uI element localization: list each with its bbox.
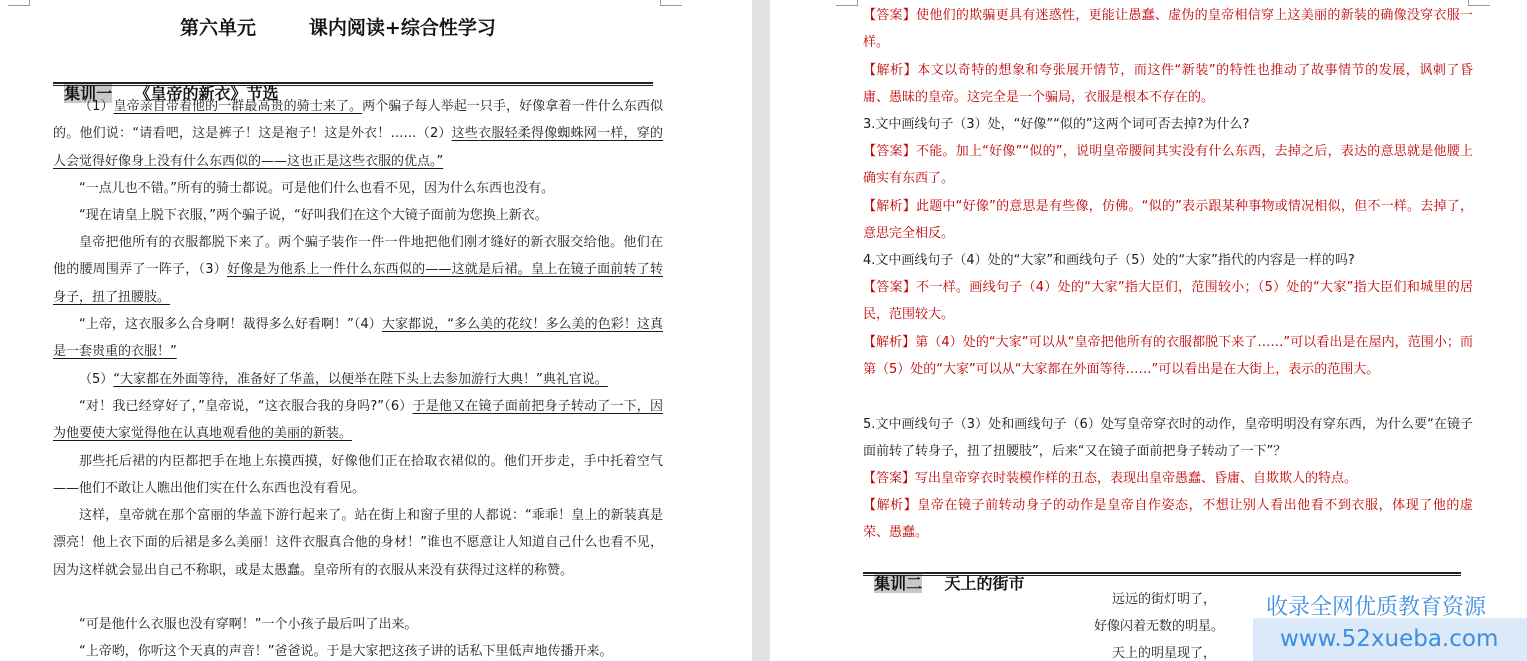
- answer-block-1: [863, 2, 1473, 57]
- paragraph-8: 那些托后裙的内臣都把手在地上东摸西摸，好像他们正在拾取衣裙似的。他们开步走，手中托着空气——他们不敢让人瞧出他们实在什么东西也没有看见。: [53, 454, 663, 497]
- paragraph-6: [53, 366, 663, 393]
- analysis-text: 第（4）处的“大家”可以从“皇帝把他所有的衣服都脱下来了……”可以看出是在屋内，范围小；而第（5）处的“大家”可以从“大家都在外面等待……”可以看出是在大街上，表示的范围大。: [863, 335, 1473, 378]
- answer-tag: 【答案】: [863, 471, 916, 486]
- analysis-tag: 【解析】: [863, 335, 916, 350]
- text-span: “对！我已经穿好了，”皇帝说，“这衣服合我的身吗?”（6）: [79, 399, 413, 414]
- text-span: （5）: [79, 372, 114, 387]
- paragraph-2: “一点儿也不错。”所有的骑士都说。可是他们什么也看不见，因为什么东西也没有。: [79, 181, 554, 196]
- paragraph-4: [53, 229, 663, 311]
- analysis-tag: 【解析】: [863, 498, 918, 513]
- crop-mark-top-left: [8, 0, 30, 6]
- paragraph-9: 这样，皇帝就在那个富丽的华盖下游行起来了。站在街上和窗子里的人都说：“乖乖！皇上的新装真是漂亮！他上衣下面的后裙是多么美丽！这件衣服真合他的身材！”谁也不愿意让人知道自己什么也看不见，因为这样就会显出自己不称职，或是太愚蠢。皇帝所有的衣服从来没有获得过这样的称赞。: [53, 508, 663, 578]
- answer-block-4: [863, 274, 1473, 329]
- poem-line-1: 远远的街灯明了，: [1112, 592, 1217, 607]
- answer-tag: 【答案】: [863, 280, 917, 295]
- paragraph-3: “现在请皇上脱下衣服，”两个骗子说，“好叫我们在这个大镜子面前为您换上新衣。: [79, 208, 548, 223]
- paragraph-5: [53, 311, 663, 366]
- poem-line-3: 天上的明星现了，: [1112, 646, 1217, 661]
- underlined-sentence-5: “大家都在外面等待，准备好了华盖，以便举在陛下头上去参加游行大典！”典礼官说。: [113, 372, 608, 387]
- analysis-tag: 【解析】: [863, 63, 918, 78]
- underlined-sentence-4: 大家都说，“多么美的花纹！多么美的色彩！这真是一套贵重的衣服！”: [53, 317, 663, 360]
- question-3: 3.文中画线句子（3）处，“好像”“似的”这两个词可否去掉?为什么?: [863, 117, 1250, 132]
- paragraph-11: “上帝哟，你听这个天真的声音！”爸爸说。于是大家把这孩子讲的话私下里低声地传播开来。: [79, 644, 613, 659]
- analysis-block-4: [863, 329, 1473, 384]
- underlined-sentence-1: 皇帝亲自带着他的一群最高贵的骑士来了。: [113, 99, 363, 114]
- answer-block-5: [863, 465, 1473, 492]
- answer-text: 不一样。画线句子（4）处的“大家”指大臣们，范围较小；（5）处的“大家”指大臣们和城里的居民，范围较大。: [863, 280, 1473, 323]
- section-name: 天上的街市: [922, 574, 1025, 593]
- unit-title: 第六单元 课内阅读+综合性学习: [180, 17, 496, 39]
- page-gap: [752, 0, 770, 661]
- watermark-url: www.52xueba.com: [1280, 626, 1499, 652]
- text-span: （1）: [79, 99, 114, 114]
- analysis-tag: 【解析】: [863, 199, 916, 214]
- analysis-text: 皇帝在镜子前转动身子的动作是皇帝自作姿态，不想让别人看出他看不到衣服，体现了他的虚荣、愚蠢。: [863, 498, 1473, 541]
- answer-block-3: [863, 138, 1473, 193]
- question-5: 5.文中画线句子（3）处和画线句子（6）处写皇帝穿衣时的动作，皇帝明明没有穿东西，为什么要“在镜子面前转了转身子，扭了扭腰肢”，后来“又在镜子面前把身子转动了一下”？: [863, 417, 1473, 460]
- crop-mark-right-page-top-left: [836, 0, 858, 6]
- answer-text: 使他们的欺骗更具有迷惑性，更能让愚蠢、虚伪的皇帝相信穿上这美丽的新装的确像没穿衣服一样。: [863, 8, 1473, 51]
- poem-line-2: 好像闪着无数的明星。: [1094, 619, 1225, 634]
- answer-tag: 【答案】: [863, 144, 916, 159]
- section-heading-1: [53, 62, 653, 103]
- analysis-block-3: [863, 193, 1473, 248]
- section-number: 集训一: [64, 84, 113, 103]
- analysis-text: 此题中“好像”的意思是有些像，仿佛。“似的”表示跟某种事物或情况相似，但不一样。去掉了，意思完全相反。: [863, 199, 1473, 242]
- answer-text: 不能。加上“好像”“似的”，说明皇帝腰间其实没有什么东西，去掉之后，表达的意思就是他腰上确实有东西了。: [863, 144, 1473, 187]
- analysis-text: 本文以奇特的想象和夸张展开情节，而这件“新装”的特性也推动了故事情节的发展，讽刺了昏庸、愚昧的皇帝。这完全是一个骗局，衣服是根本不存在的。: [863, 63, 1473, 106]
- text-span: 皇帝把他所有的衣服都脱下来了。两个骗子装作一件一件地把他们刚才缝好的新衣服交给他。他们在他的腰周围弄了一阵子，（3）: [53, 235, 663, 278]
- section-number: 集训二: [874, 574, 923, 593]
- text-span: “上帝，这衣服多么合身啊！裁得多么好看啊！”（4）: [79, 317, 382, 332]
- paragraph-7: [53, 393, 663, 448]
- underlined-sentence-2: 这些衣服轻柔得像蜘蛛网一样，穿的人会觉得好像身上没有什么东西似的——这也正是这些衣服的优点。”: [53, 126, 663, 169]
- underlined-sentence-6: 于是他又在镜子面前把身子转动了一下，因为他要使大家觉得他在认真地观看他的美丽的新装。: [53, 399, 663, 442]
- crop-mark-top-right: [660, 0, 682, 6]
- paragraph-1: [53, 93, 663, 175]
- text-span: 两个骗子每人举起一只手，好像拿着一件什么东西似的。他们说：“请看吧，这是裤子！这是袍子！这是外衣！……（2）: [53, 99, 663, 142]
- section-heading-2: [863, 552, 1461, 593]
- analysis-block-1: [863, 57, 1473, 112]
- analysis-block-5: [863, 492, 1473, 547]
- answer-tag: 【答案】: [863, 8, 917, 23]
- question-4: 4.文中画线句子（4）处的“大家”和画线句子（5）处的“大家”指代的内容是一样的吗?: [863, 253, 1355, 268]
- answer-text: 写出皇帝穿衣时装模作样的丑态，表现出皇帝愚蠢、昏庸、自欺欺人的特点。: [915, 471, 1358, 486]
- underlined-sentence-3: 好像是为他系上一件什么东西似的——这就是后裙。皇上在镜子面前转了转身子，扭了扭腰肢。: [53, 262, 663, 305]
- paragraph-10: “可是他什么衣服也没有穿啊！”一个小孩子最后叫了出来。: [79, 617, 418, 632]
- section-name: 《皇帝的新衣》节选: [112, 84, 279, 103]
- watermark-slogan: 收录全网优质教育资源: [1266, 595, 1487, 620]
